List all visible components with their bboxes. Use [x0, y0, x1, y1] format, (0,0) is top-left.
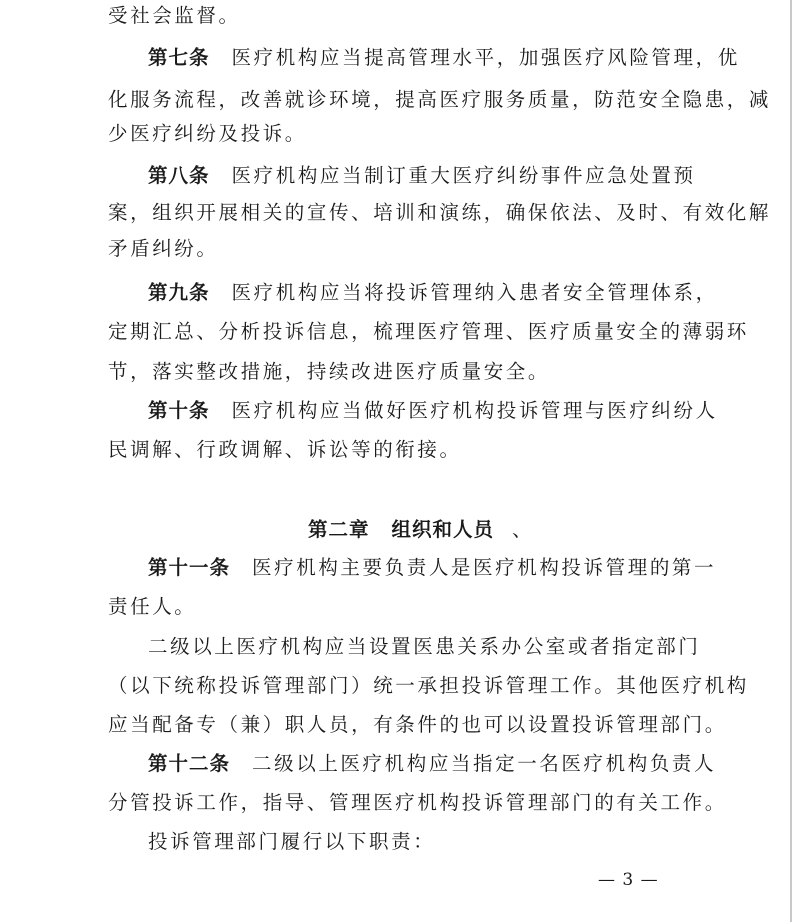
- article-heading: 第十条: [148, 399, 210, 422]
- text-line: 案，组织开展相关的宣传、培训和演练，确保依法、及时、有效化解: [108, 201, 772, 224]
- paragraph-line: 二级以上医疗机构应当设置医患关系办公室或者指定部门: [148, 635, 701, 658]
- text-line: 定期汇总、分析投诉信息，梳理医疗管理、医疗质量安全的薄弱环: [108, 320, 749, 343]
- article-text: 医疗机构应当提高管理水平，加强医疗风险管理，优: [231, 46, 740, 69]
- page-number: — 3 —: [598, 870, 659, 890]
- article-text: 二级以上医疗机构应当指定一名医疗机构负责人: [252, 752, 717, 775]
- article-heading: 第七条: [148, 46, 210, 69]
- chapter-title: 组织和人员: [391, 518, 495, 541]
- article-8: [148, 162, 696, 190]
- article-text: 医疗机构主要负责人是医疗机构投诉管理的第一: [252, 556, 717, 579]
- article-7: [148, 44, 740, 72]
- article-12: [148, 750, 716, 778]
- chapter-heading: [308, 516, 533, 544]
- text-line: 分管投诉工作，指导、管理医疗机构投诉管理部门的有关工作。: [108, 791, 727, 814]
- article-heading: 第十二条: [148, 752, 231, 775]
- text-line: （以下统称投诉管理部门）统一承担投诉管理工作。其他医疗机构: [108, 674, 749, 697]
- text-line: 矛盾纠纷。: [108, 237, 219, 260]
- text-line: 化服务流程，改善就诊环境，提高医疗服务质量，防范安全隐患，减: [108, 88, 772, 111]
- article-text: 医疗机构应当制订重大医疗纠纷事件应急处置预: [231, 164, 696, 187]
- text-line: 受社会监督。: [108, 4, 241, 27]
- text-line: 责任人。: [108, 595, 197, 618]
- text-line: 少医疗纠纷及投诉。: [108, 122, 307, 145]
- text-line: 节，落实整改措施，持续改进医疗质量安全。: [108, 360, 551, 383]
- article-11: [148, 554, 716, 582]
- chapter-number: 第二章: [308, 518, 370, 541]
- article-text: 医疗机构应当将投诉管理纳入患者安全管理体系，: [231, 281, 718, 304]
- article-heading: 第十一条: [148, 556, 231, 579]
- article-heading: 第八条: [148, 164, 210, 187]
- article-9: [148, 279, 718, 307]
- article-text: 医疗机构应当做好医疗机构投诉管理与医疗纠纷人: [231, 399, 718, 422]
- paragraph-line: 投诉管理部门履行以下职责：: [148, 830, 436, 853]
- text-line: 民调解、行政调解、诉讼等的衔接。: [108, 438, 462, 461]
- stray-mark: 、: [512, 518, 533, 541]
- article-heading: 第九条: [148, 281, 210, 304]
- article-10: [148, 397, 718, 425]
- text-line: 应当配备专（兼）职人员，有条件的也可以设置投诉管理部门。: [108, 713, 727, 736]
